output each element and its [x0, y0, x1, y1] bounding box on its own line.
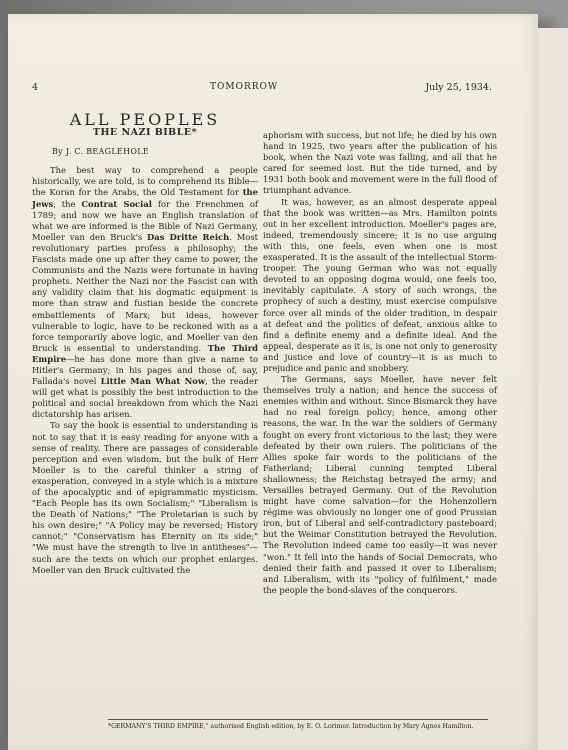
- article-byline: By J. C. BEAGLEHOLE: [52, 147, 149, 157]
- publication-name: TOMORROW: [210, 82, 279, 92]
- paragraph: To say the book is essential to understanding is not to say that it is easy reading for anyone with a sense of reality. There are passages of considerable perception and even wisdom, but the bulk of Herr Moeller is to the careful thinker a string of exasperation, conveyed in a style which is a mixture of the apocalyptic and of epigrammatic mysticism. "Each People has its own Socialism;" "Liberalism is the Death of Nations;" "The Proletarian is such by his own desire;" "A Policy may be reversed; History cannot;" "Conservatism has Eternity on its side;" "We must have the strength to live in antitheses"—such are the texts on which our prophet enlarges. Moeller van den Bruck cultivated the: [32, 420, 258, 575]
- page-number: 4: [32, 82, 39, 93]
- paragraph: The Germans, says Moeller, have never felt themselves truly a nation; and hence the success of enemies within and without. Since Bismarck they have had no real foreign policy; hence, among other reasons, the war. In the war the soldiers of Germany fought on every front victorious to the last; they were defeated by their own rulers. The politicians of the Allies spoke fair words to the politicians of the Fatherland; Liberal cunning tempted Liberal shallowness; the Reichstag betrayed the army; and Versailles betrayed Germany. Out of the Revolution might have come salvation—for the Hohenzollern régime was obviously no longer one of good Prussian iron, but of Liberal and self-contradictory pasteboard; but the Weimar Constitution betrayed the Revolution. The Revolution indeed came too easily—it was never "won." It fell into the hands of Social Democrats, who denied their faith and passed it over to Liberalism; and Liberalism, with its "policy of fulfilment," made the people the bond-slaves of the conquerors.: [263, 374, 497, 595]
- emphasis-contrat-social: Contrat Social: [81, 198, 152, 209]
- running-header: [32, 82, 492, 96]
- emphasis-das-dritte-reich: Das Dritte Reich: [147, 231, 230, 242]
- magazine-page: [8, 14, 538, 750]
- emphasis-little-man: Little Man What Now: [100, 376, 206, 387]
- article-title: ALL PEOPLES: [69, 110, 221, 129]
- emphasis-third-empire: The Third Empire: [32, 342, 258, 364]
- article-subtitle: THE NAZI BIBLE*: [92, 127, 198, 139]
- footnote: *GERMANY'S THIRD EMPIRE," authorised English edition, by E. O. Lorimer. Introduction by Mary Agnes Hamilton.: [108, 723, 474, 730]
- issue-date: July 25, 1934.: [425, 82, 492, 93]
- emphasis-jews: the Jews: [32, 187, 258, 209]
- paragraph: It was, however, as an almost desperate appeal that the book was written—as Mrs. Hamilton points out in her excellent introduction. Moeller's pages are, indeed, tremendously sincere; it is no use arguing with this, one feels, even when one is most exasperated. It is the assault of the intellectual Storm-trooper. The young German who was not equally devoted to an opposing dogma would, one feels too, inevitably capitulate. A story of such wrongs, the prophecy of such a destiny, must exercise compulsive force over all minds of the older tradition, in despair at defeat and the politics of defeat, anxious alike to find a definite enemy and a definite ideal. And the appeal, desperate as it is, is one not only to generosity and justice and love of country—it is as much to prejudice and panic and snobbery.: [263, 196, 497, 373]
- right-column: [263, 130, 497, 596]
- left-column: [32, 110, 259, 576]
- footnote-rule: [108, 719, 488, 720]
- paragraph: The best way to comprehend a people historically, we are told, is to comprehend its Bible—the Koran for the Arabs, the Old Testament for the Jews, the Contrat Social for the Frenchmen of 1789; and now we have an English translation of what we are informed is the Bible of Nazi Germany, Moeller van den Bruck's Das Dritte Reich. Most revolutionary parties profess a philosophy; the Fascists made one up after they came to power, the Communists and the Nazis were fortunate in having prophets. Neither the Nazi nor the Fascist can with any validity claim that his dogmatic equipment is more than straw and fustian beside the concrete embattlements of Marx; but ideas, however vulnerable to logic, have to be reckoned with as a force temporarily above logic, and Moeller van den Bruck is essential to understanding. The Third Empire—he has done more than give a name to Hitler's Germany; in his pages and those of, say, Fallada's novel Little Man What Now, the reader will get what is possibly the best introduction to the political and social breakdown from which the Nazi dictatorship has arisen.: [32, 165, 259, 420]
- paragraph: aphorism with success, but not life; he died by his own hand in 1925, two years after the publication of his book, when the Nazi vote was falling, and all that he cared for seemed lost. But the tide turned, and by 1931 both book and movement were in the full flood of triumphant advance.: [263, 130, 497, 196]
